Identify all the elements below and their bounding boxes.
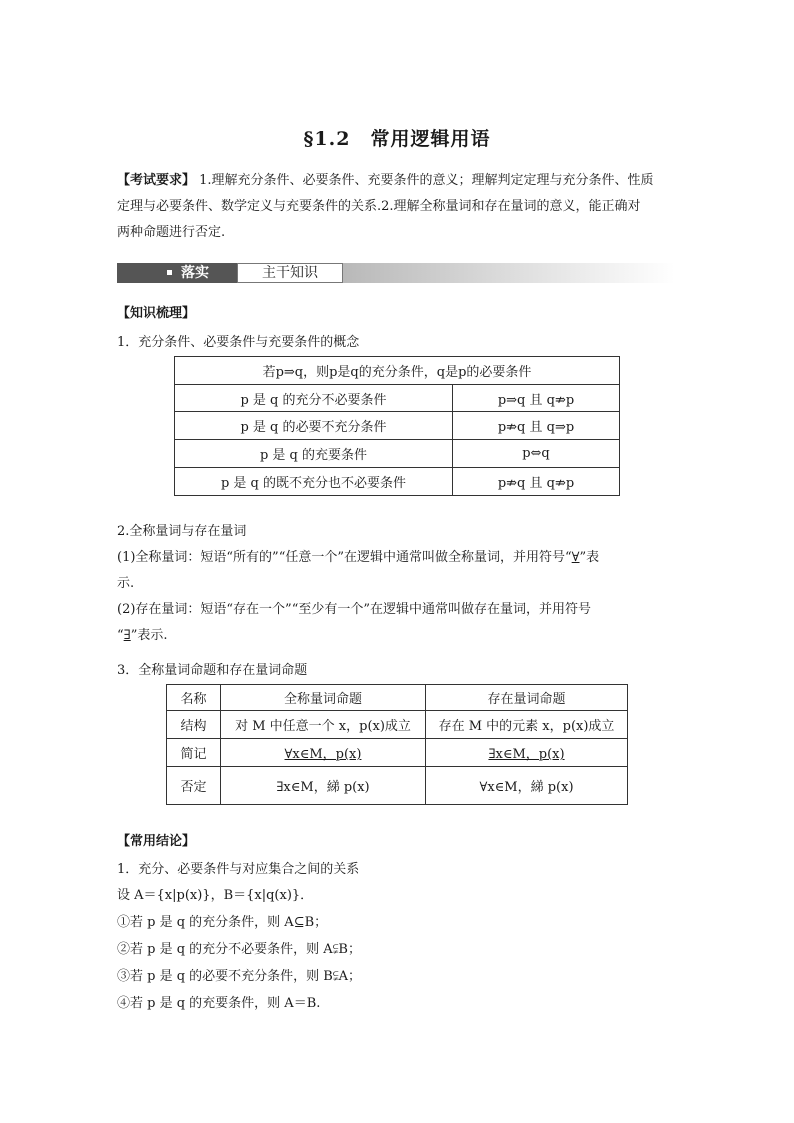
table2-cell-text: ∃x∈M，p(x) (488, 747, 565, 762)
quantifier-table (166, 684, 628, 805)
table2-cell (426, 739, 628, 767)
exam-line-1 (117, 168, 677, 194)
existential-text-b: “ (117, 628, 124, 643)
conclusion-1: ①若 p 是 q 的充分条件，则 A⊆B； (117, 915, 328, 930)
set-definition: 设 A＝{x|p(x)}，B＝{x|q(x)}． (117, 888, 314, 903)
table1-header: 若p⇒q，则p是q的充分条件，q是p的必要条件 (175, 357, 620, 385)
existential-text-c: ”表示. (130, 628, 168, 643)
table2-cell: 对 M 中任意一个 x，p(x)成立 (221, 711, 426, 739)
knowledge-tag: 【知识梳理】 (117, 306, 196, 321)
table2-cell: ∃x∈M，綈 p(x) (221, 767, 426, 805)
conclusions-tag: 【常用结论】 (117, 834, 196, 849)
table-row (167, 711, 628, 739)
table-row (167, 767, 628, 805)
existential-line-2 (117, 623, 677, 649)
table1-cell-left: p 是 q 的充分不必要条件 (175, 385, 453, 412)
table-row (175, 468, 620, 496)
forall-symbol: ∀ (571, 550, 580, 565)
conclusion-2: ②若 p 是 q 的充分不必要条件，则 A⫋B； (117, 942, 361, 957)
table-row (167, 685, 628, 711)
exists-symbol: ∃ (123, 628, 131, 643)
section-dark-label: 落实 (181, 265, 209, 281)
table2-header: 存在量词命题 (426, 685, 628, 711)
knowledge-item-3: 3．全称量词命题和存在量词命题 (117, 663, 308, 678)
table1-cell-left: p 是 q 的必要不充分条件 (175, 412, 453, 440)
universal-quantifier-para (117, 545, 677, 597)
section-banner-dark (117, 263, 237, 283)
table1-cell-right: p⇏q 且 q⇒p (453, 412, 620, 440)
existential-line-1: (2)存在量词：短语“存在一个”“至少有一个”在逻辑中通常叫做存在量词，并用符号 (117, 602, 591, 617)
square-bullet-icon (167, 270, 172, 275)
existential-quantifier-para (117, 597, 677, 649)
table-row (167, 739, 628, 767)
table2-cell: 存在 M 中的元素 x，p(x)成立 (426, 711, 628, 739)
table-row (175, 440, 620, 468)
table-row (175, 412, 620, 440)
exam-requirements (117, 168, 677, 246)
table2-cell (221, 739, 426, 767)
conclusion-4: ④若 p 是 q 的充要条件，则 A＝B. (117, 996, 321, 1011)
conclusions-item-1: 1．充分、必要条件与对应集合之间的关系 (117, 862, 360, 877)
knowledge-item-1: 1．充分条件、必要条件与充要条件的概念 (117, 335, 360, 350)
table2-cell-text: ∀x∈M，p(x) (284, 747, 362, 762)
page-title: §1.2 常用逻辑用语 (303, 128, 491, 150)
table2-header: 全称量词命题 (221, 685, 426, 711)
table1-cell-right: p⇏q 且 q⇏p (453, 468, 620, 496)
exam-tag: 【考试要求】 (117, 173, 196, 188)
table2-header: 名称 (167, 685, 221, 711)
table2-cell: ∀x∈M，綈 p(x) (426, 767, 628, 805)
universal-text-a: (1)全称量词：短语“所有的”“任意一个”在逻辑中通常叫做全称量词，并用符号“ (117, 550, 572, 565)
universal-text-b: ”表 (579, 550, 600, 565)
table1-cell-right: p⇒q 且 q⇏p (453, 385, 620, 412)
conditions-table (174, 356, 620, 496)
section-banner (117, 263, 675, 283)
table2-row-name: 否定 (167, 767, 221, 805)
exam-line-3: 两种命题进行否定. (117, 225, 226, 240)
table-row (175, 357, 620, 385)
table1-cell-left: p 是 q 的既不充分也不必要条件 (175, 468, 453, 496)
universal-line-2: 示. (117, 576, 135, 591)
exam-line-2: 定理与必要条件、数学定义与充要条件的关系.2.理解全称量词和存在量词的意义，能正确对 (117, 199, 641, 214)
table2-row-name: 简记 (167, 739, 221, 767)
table1-cell-left: p 是 q 的充要条件 (175, 440, 453, 468)
table1-cell-right: p⇔q (453, 440, 620, 468)
conclusion-3: ③若 p 是 q 的必要不充分条件，则 B⫋A； (117, 969, 361, 984)
knowledge-item-2: 2.全称量词与存在量词 (117, 524, 247, 539)
table2-row-name: 结构 (167, 711, 221, 739)
table-row (175, 385, 620, 412)
section-light-label: 主干知识 (237, 263, 343, 283)
exam-text-1: 1.理解充分条件、必要条件、充要条件的意义；理解判定定理与充分条件、性质 (195, 173, 654, 188)
universal-line-1 (117, 545, 677, 571)
